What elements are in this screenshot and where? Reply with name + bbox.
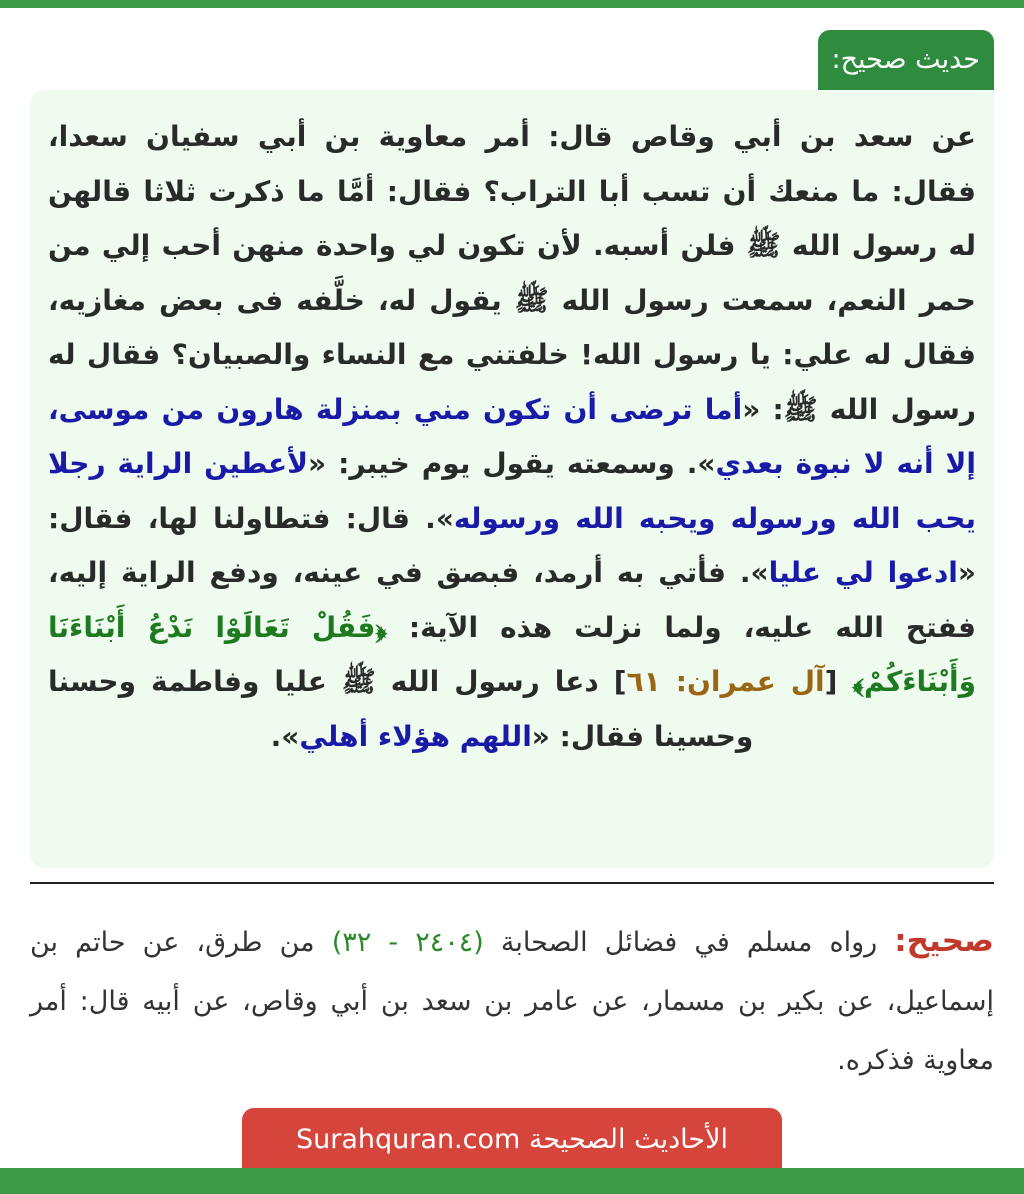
section-divider xyxy=(30,882,994,884)
prophet-quote: ادعوا لي عليا xyxy=(768,556,958,589)
prophet-quote: أما ترضى أن تكون مني بمنزلة هارون من موسى، إلا أنه لا نبوة بعدي xyxy=(48,392,977,480)
hadith-text xyxy=(48,110,976,764)
hadith-text-part: عن سعد بن أبي وقاص قال: أمر معاوية بن أبي سفيان سعدا، فقال: ما منعك أن تسب أبا التراب؟ فقال: أمَّا ما ذكرت ثلاثا قالهن له رسول الله ﷺ فلن أسبه. لأن تكون لي واحدة منهن أحب إلي من حمر النعم، سمعت رسول الله ﷺ يقول له، خلَّفه فى بعض مغازيه، فقال له علي: يا رسول الله! خلفتني مع النساء والصبيان؟ فقال له رسول الله ﷺ: « xyxy=(48,120,976,426)
hadith-text-part: ». قال: فتطاولنا لها، فقال: « xyxy=(48,501,977,589)
hadith-grade-tab: حديث صحيح: xyxy=(818,30,995,90)
grade-text xyxy=(30,912,994,1090)
quran-verse: ﴿فَقُلْ تَعَالَوْا نَدْعُ أَبْنَاءَنَا وَأَبْنَاءَكُمْ﴾ xyxy=(48,610,976,698)
top-accent-bar xyxy=(0,0,1024,8)
site-badge[interactable]: الأحاديث الصحيحة Surahquran.com xyxy=(242,1108,782,1170)
prophet-quote: اللهم هؤلاء أهلي xyxy=(299,719,532,753)
hadith-text-box xyxy=(30,90,994,868)
hadith-number-reference: (٢٤٠٤ - ٣٢) xyxy=(331,927,484,958)
grade-text-part: من طرق، عن حاتم بن إسماعيل، عن بكير بن مسمار، عن عامر بن سعد بن أبي وقاص، عن أبيه قال: أمر معاوية فذكره. xyxy=(30,927,994,1076)
hadith-text-part: ] دعا رسول الله ﷺ عليا وفاطمة وحسنا وحسينا فقال: « xyxy=(48,665,754,753)
hadith-text-part: ». فأتي به أرمد، فبصق في عينه، ودفع الراية إليه، ففتح الله عليه، ولما نزلت هذه الآية: xyxy=(48,556,976,644)
hadith-text-part: [ xyxy=(824,665,853,698)
verse-reference: آل عمران: ٦١ xyxy=(626,665,825,698)
bottom-accent-bar xyxy=(0,1168,1024,1194)
grade-label: صحيح: xyxy=(894,923,994,959)
prophet-quote: لأعطين الراية رجلا يحب الله ورسوله ويحبه الله ورسوله xyxy=(48,447,976,535)
hadith-text-part: ». وسمعته يقول يوم خيبر: « xyxy=(308,447,716,480)
grade-section xyxy=(30,912,994,1090)
hadith-text-part: ». xyxy=(270,719,300,753)
grade-text-part: رواه مسلم في فضائل الصحابة xyxy=(483,927,895,958)
